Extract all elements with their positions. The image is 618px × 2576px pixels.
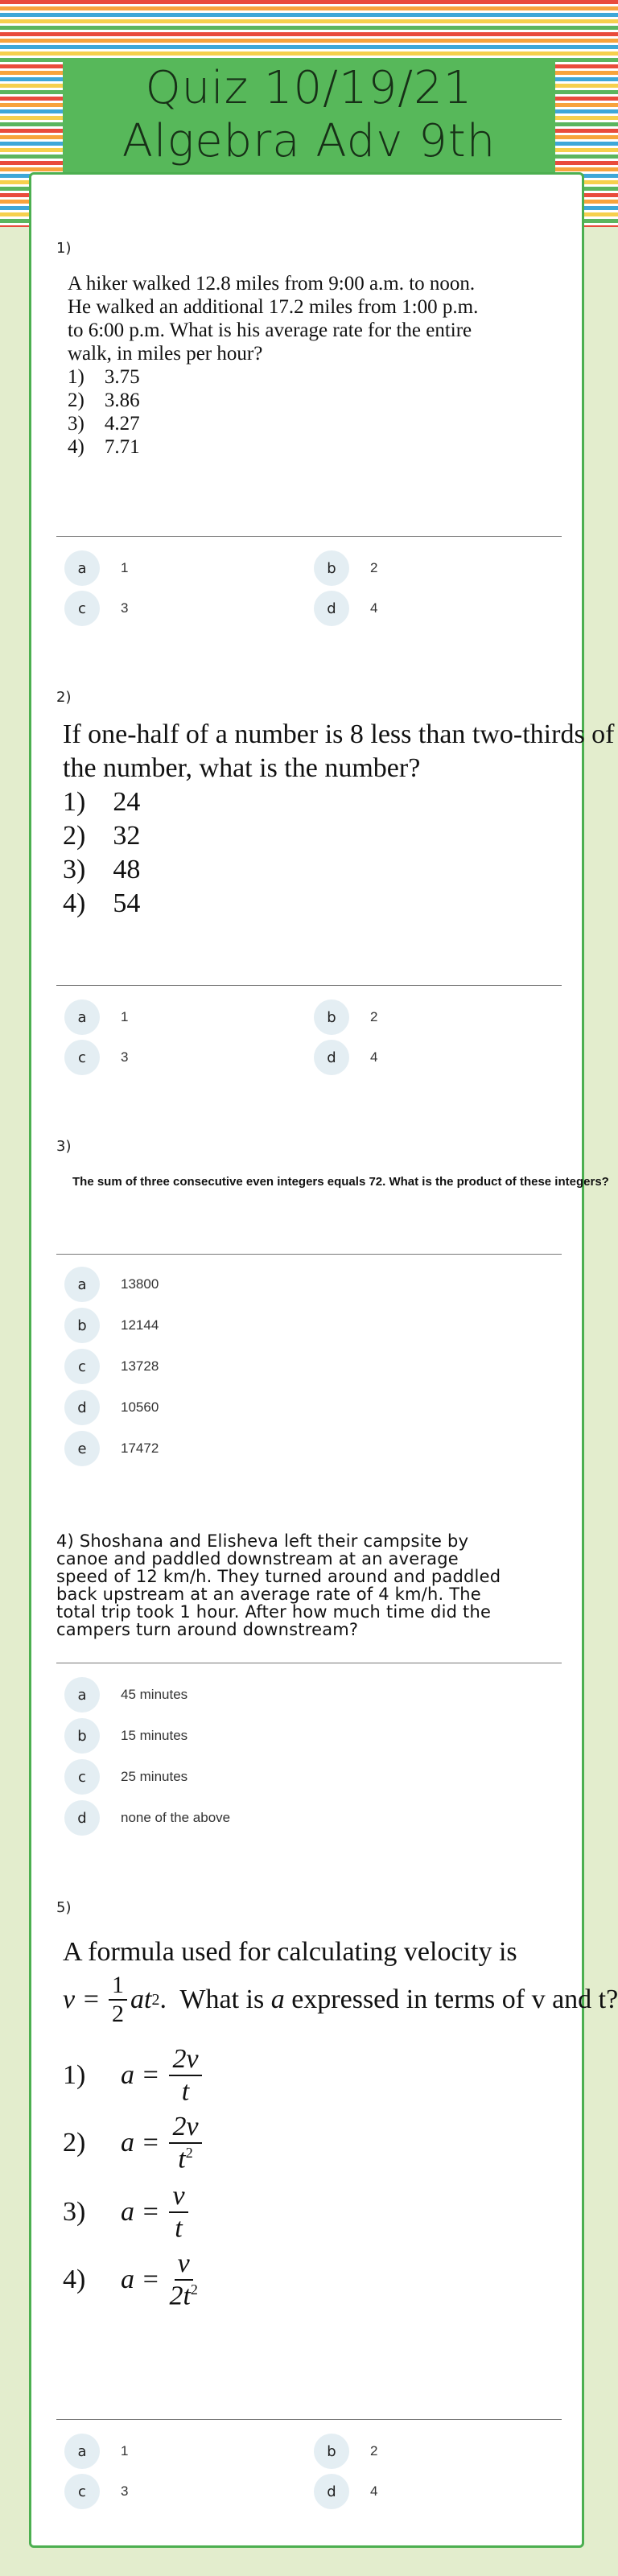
fraction-denominator [175,2213,182,2242]
choice-line: 1) 24 [63,787,141,817]
answer-option[interactable] [314,591,377,626]
option-text: 2 [370,1009,378,1024]
half-fraction [109,1973,127,2025]
fraction-numerator: 2v [169,2113,201,2144]
option-text: 2 [370,2443,378,2459]
option-text: 3 [121,1049,129,1065]
answer-option[interactable] [64,1349,159,1384]
question-2-number: 2) [56,689,72,706]
question-3-text-wrapper [72,1175,618,1194]
choice-line: 2) 3.86 [68,389,140,411]
option-text: 4 [370,2483,378,2499]
question-line: 4) Shoshana and Elisheva left their campsite by [56,1531,469,1551]
option-letter-bubble: b [64,1718,100,1754]
fraction-numerator: 1 [109,1973,127,2001]
question-line: A hiker walked 12.8 miles from 9:00 a.m. to noon. [68,273,476,295]
option-text: 12144 [121,1317,159,1333]
question-line: walk, in miles per hour? [68,343,263,365]
denominator-base: t [178,2144,186,2174]
choice-fraction [169,2250,197,2310]
answer-option[interactable] [64,2474,128,2509]
option-text: 3 [121,600,129,616]
choice-line: 1) 3.75 [68,366,140,388]
formula-exponent: 2 [151,1990,160,2009]
denominator-base: t [175,2213,183,2244]
choice-fraction [169,2182,187,2242]
answer-option[interactable] [64,2434,128,2469]
question-line: speed of 12 km/h. They turned around and paddled [56,1567,501,1586]
choice-line: 3) 48 [63,855,141,884]
option-letter-bubble: a [64,550,100,586]
choice-line [63,2113,202,2173]
fraction-denominator [178,2144,192,2173]
question-line: He walked an additional 17.2 miles from 1:00 p.m. [68,296,479,318]
answer-option[interactable] [64,1677,187,1713]
fraction-denominator: 2 [112,2001,125,2025]
fraction-numerator: 2v [169,2046,201,2076]
question-line: to 6:00 p.m. What is his average rate for the entire [68,319,472,341]
answer-option[interactable] [64,1040,128,1075]
option-letter-bubble: c [64,591,100,626]
choice-line: 3) 4.27 [68,413,140,435]
fraction-numerator: v [169,2182,187,2213]
option-letter-bubble: b [64,1308,100,1343]
option-letter-bubble: b [314,2434,349,2469]
option-text: 15 minutes [121,1728,188,1743]
answer-option[interactable] [314,1040,377,1075]
choice-line [63,2046,202,2105]
question-4-text [56,1532,565,1638]
question-line: canoe and paddled downstream at an average [56,1549,459,1568]
option-text: 45 minutes [121,1687,188,1702]
separator [56,2419,562,2420]
answer-option[interactable] [64,1308,159,1343]
option-text: 1 [121,2443,129,2459]
option-text: 2 [370,560,378,575]
option-text: 1 [121,1009,129,1024]
choice-line [63,2182,188,2242]
answer-option[interactable] [314,2474,377,2509]
option-letter-bubble: c [64,1759,100,1795]
question-text-fragment: . What is [159,1985,271,2014]
denominator-exponent: 2 [190,2281,198,2298]
choice-label: 2) [63,2128,86,2158]
choice-lhs: a = [121,2060,160,2091]
question-line: campers turn around downstream? [56,1620,359,1639]
answer-option[interactable] [314,999,377,1035]
question-3-text: The sum of three consecutive even integers equals 72. What is the product of these integers? [72,1175,609,1189]
option-letter-bubble: b [314,999,349,1035]
question-line: back upstream at an average rate of 4 km/h. The [56,1585,481,1604]
option-letter-bubble: a [64,1267,100,1302]
answer-option[interactable] [64,591,128,626]
fraction-denominator [169,2281,197,2310]
fraction-numerator: v [175,2250,193,2281]
answer-option[interactable] [64,550,128,586]
question-1-number: 1) [56,240,72,257]
choice-fraction [169,2113,201,2173]
choice-line: 4) 7.71 [68,436,140,458]
option-text: 4 [370,600,378,616]
choice-label: 1) [63,2060,86,2091]
option-text: none of the above [121,1810,231,1825]
question-line: If one-half of a number is 8 less than two-thirds of [63,719,615,749]
answer-option[interactable] [64,1390,159,1425]
option-letter-bubble: a [64,2434,100,2469]
choice-fraction [169,2046,201,2105]
fraction-denominator [182,2076,189,2105]
question-3-number: 3) [56,1138,72,1155]
choice-line [63,2250,198,2310]
option-text: 4 [370,1049,378,1065]
separator [56,985,562,986]
option-letter-bubble: c [64,1040,100,1075]
denominator-base: 2t [169,2281,191,2311]
option-letter-bubble: d [314,2474,349,2509]
separator [56,536,562,537]
quiz-subtitle: Algebra Adv 9th [122,115,496,167]
option-letter-bubble: c [64,1349,100,1384]
question-line: total trip took 1 hour. After how much time did the [56,1602,492,1622]
answer-option[interactable] [64,1718,187,1754]
question-text-fragment: expressed in terms of v and t? [284,1985,618,2014]
question-1-text [68,272,478,459]
question-5-number: 5) [56,1899,72,1916]
denominator-exponent: 2 [185,2145,193,2161]
option-letter-bubble: b [314,550,349,586]
question-line: the number, what is the number? [63,753,421,783]
answer-option[interactable] [64,1431,159,1466]
option-text: 1 [121,560,129,575]
formula-line [63,1973,618,2025]
choice-lhs: a = [121,2265,160,2295]
option-text: 13728 [121,1358,159,1374]
quiz-title: Quiz 10/19/21 [145,62,473,114]
choice-line: 4) 54 [63,888,141,918]
choice-lhs: a = [121,2128,160,2158]
option-text: 3 [121,2483,129,2499]
option-letter-bubble: d [64,1800,100,1836]
question-variable: a [270,1985,285,2014]
option-letter-bubble: c [64,2474,100,2509]
option-letter-bubble: d [314,591,349,626]
answer-option[interactable] [64,1800,230,1836]
separator [56,1254,562,1255]
answer-option[interactable] [64,999,128,1035]
option-letter-bubble: a [64,999,100,1035]
option-letter-bubble: d [64,1390,100,1425]
formula-term: at [130,1985,152,2014]
denominator-base: t [181,2076,190,2107]
quiz-title-banner [63,58,555,172]
option-text: 25 minutes [121,1769,188,1784]
option-letter-bubble: e [64,1431,100,1466]
question-5-text [63,1936,618,2025]
option-text: 10560 [121,1399,159,1415]
answer-option[interactable] [314,550,377,586]
choice-label: 4) [63,2265,86,2295]
formula-lhs: v = [63,1985,108,2014]
option-text: 13800 [121,1276,159,1292]
choice-lhs: a = [121,2197,160,2228]
option-letter-bubble: d [314,1040,349,1075]
question-line: A formula used for calculating velocity is [63,1937,517,1967]
option-text: 17472 [121,1440,159,1456]
choice-label: 3) [63,2197,86,2228]
option-letter-bubble: a [64,1677,100,1713]
question-2-text [63,718,618,927]
answer-option[interactable] [314,2434,377,2469]
answer-option[interactable] [64,1759,187,1795]
choice-line: 2) 32 [63,821,141,851]
answer-option[interactable] [64,1267,159,1302]
